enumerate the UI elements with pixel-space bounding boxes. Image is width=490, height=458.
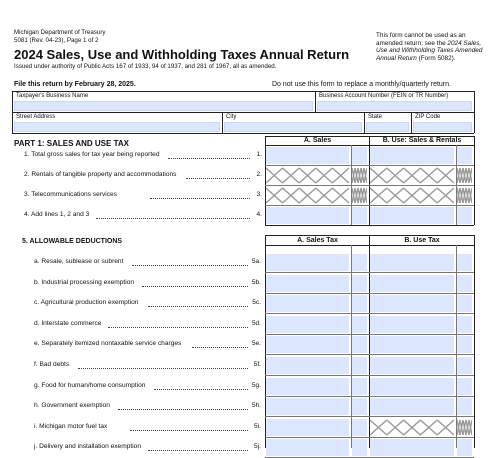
- deduction-line-7-col-a-cents-input[interactable]: [352, 378, 367, 395]
- deduction-line-5-col-a-cents-input[interactable]: [352, 336, 367, 353]
- street-input[interactable]: [14, 122, 220, 132]
- deduction-line-2-col-a-cents-input[interactable]: [352, 275, 367, 292]
- part1-title: PART 1: SALES AND USE TAX: [14, 139, 129, 148]
- deduction-line-6-col-a-cents-input[interactable]: [352, 357, 367, 374]
- deduction-line-6-number: 5f.: [253, 361, 261, 368]
- deduction-line-5-leader: [192, 347, 248, 348]
- deduction-line-9-leader: [130, 430, 248, 431]
- part1-line-4-number: 4.: [256, 211, 262, 218]
- part1-line-1-col-b-cents-input[interactable]: [457, 147, 472, 164]
- part1-line-1-col-b-dollars-input[interactable]: [370, 147, 454, 164]
- deduction-line-4-col-b-cents-input[interactable]: [457, 316, 472, 333]
- deduction-line-5-col-b-dollars-input[interactable]: [370, 336, 454, 353]
- part1-line-3-label: 3. Telecommunications services: [24, 191, 117, 198]
- state-input[interactable]: [366, 122, 409, 132]
- business-name-input[interactable]: [14, 101, 313, 111]
- deduction-line-6-col-a-dollars-input[interactable]: [266, 357, 349, 374]
- deduction-line-10-number: 5j.: [254, 443, 261, 451]
- deduction-line-3-col-b-cents-input[interactable]: [457, 295, 472, 312]
- deduction-line-1-col-b-cents-input[interactable]: [457, 254, 472, 271]
- part1-line-1-number: 1.: [256, 151, 262, 158]
- state-label: State: [368, 114, 383, 120]
- deduction-line-1-leader: [132, 265, 248, 266]
- deduction-line-1-col-a-cents-input[interactable]: [352, 254, 367, 271]
- deduction-line-8-col-b-dollars-input[interactable]: [370, 398, 454, 415]
- part1-col-b-header: B. Use: Sales & Rentals: [382, 137, 462, 144]
- deduction-line-2-leader: [142, 286, 248, 287]
- replace-note: Do not use this form to replace a monthly/quarterly return.: [272, 81, 451, 88]
- deduction-line-8-leader: [118, 409, 248, 410]
- part1-line-3-col-a-cents-na: [352, 187, 367, 204]
- account-number-label: Business Account Number (FEIN or TR Number): [319, 93, 449, 99]
- deduction-line-2-number: 5b.: [251, 278, 261, 286]
- part1-line-3-col-b-cents-na: [457, 187, 472, 204]
- deduction-line-7-label: g. Food for human/home consumption: [34, 381, 146, 389]
- deduction-line-10-leader: [148, 450, 248, 451]
- zip-label: ZIP Code: [415, 114, 441, 120]
- deduction-line-3-col-a-dollars-input[interactable]: [266, 295, 349, 312]
- deduction-line-2-label: b. Industrial processing exemption: [34, 278, 135, 286]
- part1-line-3-number: 3.: [256, 191, 262, 198]
- part1-line-3-col-a-dollars-na: [266, 187, 349, 204]
- part1-line-4-col-a-cents-input[interactable]: [352, 207, 367, 224]
- notice-italic: 2024 Sales, Use and Withholding Taxes Amended Annual Return: [376, 39, 483, 62]
- part1-line-2-number: 2.: [256, 171, 262, 178]
- deduction-line-5-label: e. Separately itemized nontaxable service charges: [34, 340, 182, 348]
- deduction-line-1-col-a-dollars-input[interactable]: [266, 254, 349, 271]
- notice-end: (Form 5082).: [416, 54, 456, 62]
- part1-line-2-col-a-dollars-na: [266, 167, 349, 184]
- deduction-line-4-label: d. Interstate commerce: [34, 319, 102, 327]
- deduction-line-7-col-b-cents-input[interactable]: [457, 378, 472, 395]
- part1-line-4-col-b-dollars-input[interactable]: [370, 207, 454, 224]
- part1-line-2-col-b-cents-na: [457, 167, 472, 184]
- form-number: 5081 (Rev. 04-23), Page 1 of 2: [14, 37, 99, 44]
- deduction-line-9-col-a-cents-input[interactable]: [352, 419, 367, 436]
- deduction-line-9-col-b-cents-na: [457, 419, 472, 436]
- part1-line-4-leader: [96, 218, 250, 219]
- deduction-line-6-label: f. Bad debts: [34, 361, 70, 368]
- deductions-col-a-header: A. Sales Tax: [297, 237, 338, 244]
- deduction-line-8-label: h. Government exemption: [34, 402, 110, 410]
- deductions-title: 5. ALLOWABLE DEDUCTIONS: [22, 238, 123, 245]
- part1-line-2-leader: [186, 178, 250, 179]
- deduction-line-3-col-a-cents-input[interactable]: [352, 295, 367, 312]
- part1-line-4-col-b-cents-input[interactable]: [457, 207, 472, 224]
- deduction-line-4-col-a-cents-input[interactable]: [352, 316, 367, 333]
- account-number-input[interactable]: [317, 101, 472, 111]
- deduction-line-4-number: 5d.: [251, 319, 261, 327]
- deduction-line-5-col-b-cents-input[interactable]: [457, 336, 472, 353]
- part1-line-1-leader: [168, 158, 250, 159]
- amended-notice: [376, 32, 484, 62]
- deduction-line-1-col-b-dollars-input[interactable]: [370, 254, 454, 271]
- notice-line2: amended return; see the: [376, 39, 448, 47]
- deduction-line-2-col-a-dollars-input[interactable]: [266, 275, 349, 292]
- part1-col-a-header: A. Sales: [303, 137, 332, 144]
- deduction-line-9-label: i. Michigan motor fuel tax: [34, 422, 108, 430]
- deduction-line-10-label: j. Delivery and installation exemption: [34, 443, 142, 451]
- deduction-line-3-leader: [148, 306, 248, 307]
- notice-line1: This form cannot be used as an: [376, 32, 466, 39]
- deduction-line-5-number: 5e.: [251, 340, 261, 348]
- deduction-line-9-col-a-dollars-input[interactable]: [266, 419, 349, 436]
- deduction-line-6-col-b-dollars-input[interactable]: [370, 357, 454, 374]
- deduction-line-2-col-b-dollars-input[interactable]: [370, 275, 454, 292]
- zip-input[interactable]: [413, 122, 472, 132]
- deductions-col-b-header: B. Use Tax: [404, 237, 440, 244]
- deduction-line-6-leader: [78, 368, 248, 369]
- file-by-date: File this return by February 28, 2025.: [14, 81, 136, 88]
- part1-line-4-label: 4. Add lines 1, 2 and 3: [24, 211, 90, 218]
- deduction-line-3-number: 5c.: [252, 299, 261, 307]
- deduction-line-3-label: c. Agricultural production exemption: [34, 299, 139, 307]
- part1-line-2-label: 2. Rentals of tangible property and accommodations: [24, 171, 177, 178]
- deduction-line-8-col-a-dollars-input[interactable]: [266, 398, 349, 415]
- form-title: 2024 Sales, Use and Withholding Taxes Annual Return: [14, 47, 350, 62]
- part1-line-1-col-a-cents-input[interactable]: [352, 147, 367, 164]
- deduction-line-9-number: 5i.: [254, 422, 261, 430]
- deduction-line-4-col-b-dollars-input[interactable]: [370, 316, 454, 333]
- authority-text: Issued under authority of Public Acts 167 of 1933, 94 of 1937, and 281 of 1967, all as amended.: [14, 63, 277, 70]
- deduction-line-4-col-a-dollars-input[interactable]: [266, 316, 349, 333]
- deduction-line-3-col-b-dollars-input[interactable]: [370, 295, 454, 312]
- part1-line-4-col-a-dollars-input[interactable]: [266, 207, 349, 224]
- part1-line-1-label: 1. Total gross sales for tax year being reported: [24, 151, 160, 158]
- deduction-line-7-col-a-dollars-input[interactable]: [266, 378, 349, 395]
- deduction-line-1-number: 5a.: [251, 258, 261, 265]
- deduction-line-7-leader: [154, 389, 248, 390]
- part1-line-1-col-a-dollars-input[interactable]: [266, 147, 349, 164]
- city-label: City: [226, 114, 237, 120]
- deduction-line-5-col-a-dollars-input[interactable]: [266, 336, 349, 353]
- part1-line-2-col-b-dollars-na: [370, 167, 454, 184]
- deduction-line-8-number: 5h.: [251, 402, 261, 410]
- department-name: Michigan Department of Treasury: [14, 29, 106, 36]
- deduction-line-1-label: a. Resale, sublease or subrent: [34, 258, 124, 265]
- deduction-line-2-col-b-cents-input[interactable]: [457, 275, 472, 292]
- street-label: Street Address: [16, 114, 56, 120]
- part1-line-2-col-a-cents-na: [352, 167, 367, 184]
- deduction-line-7-col-b-dollars-input[interactable]: [370, 378, 454, 395]
- deduction-line-4-leader: [108, 327, 248, 328]
- deduction-line-6-col-b-cents-input[interactable]: [457, 357, 472, 374]
- deduction-line-7-number: 5g.: [251, 381, 261, 389]
- city-input[interactable]: [224, 122, 362, 132]
- business-name-label: Taxpayer's Business Name: [16, 93, 89, 99]
- part1-line-3-leader: [150, 198, 250, 199]
- deduction-line-8-col-b-cents-input[interactable]: [457, 398, 472, 415]
- deduction-line-8-col-a-cents-input[interactable]: [352, 398, 367, 415]
- part1-line-3-col-b-dollars-na: [370, 187, 454, 204]
- deduction-line-9-col-b-dollars-na: [370, 419, 454, 436]
